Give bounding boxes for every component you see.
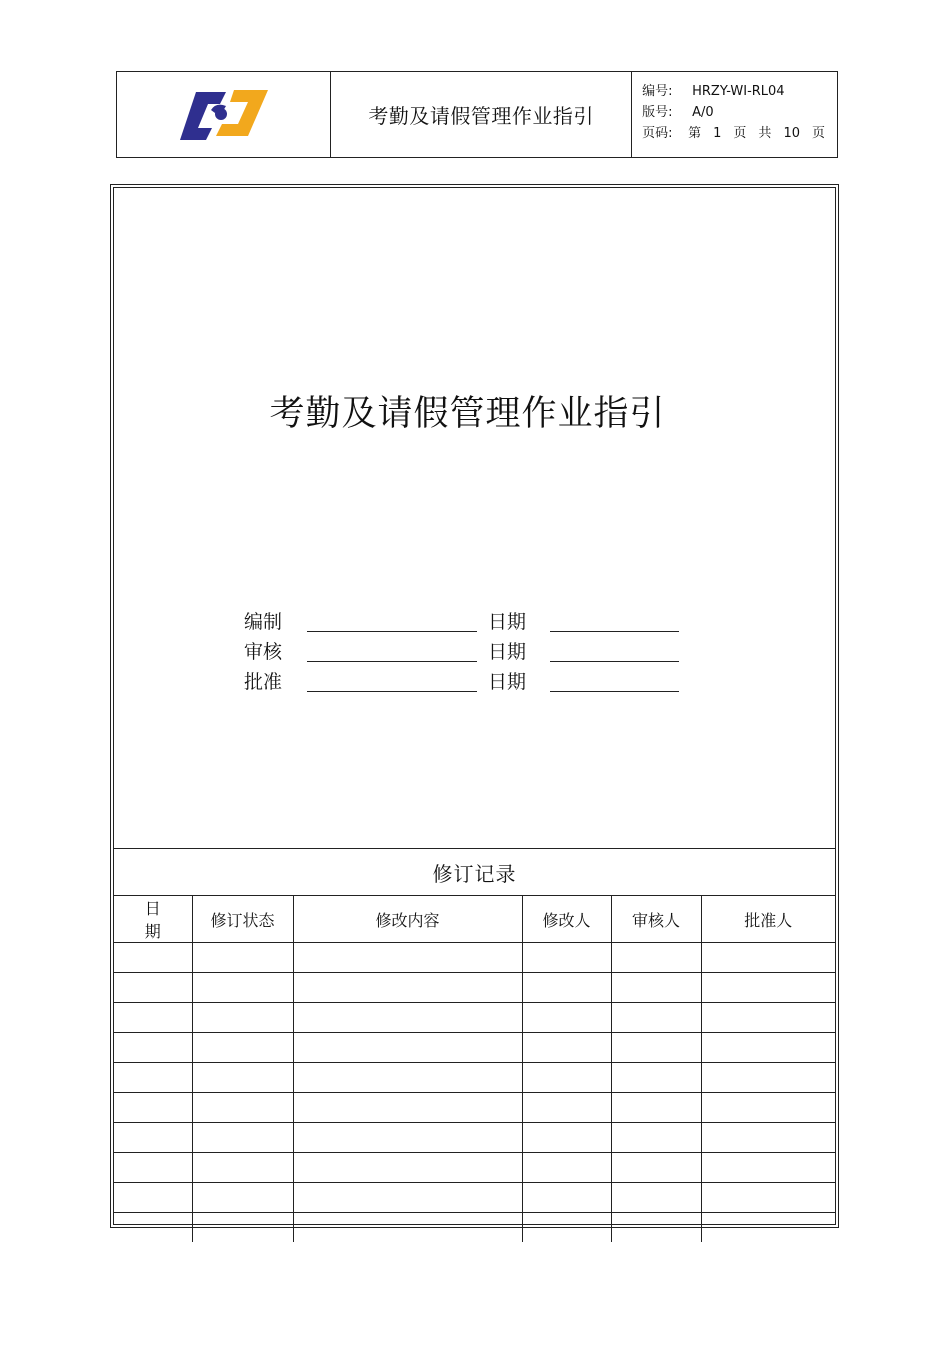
table-cell bbox=[611, 1033, 701, 1063]
table-cell bbox=[192, 1093, 293, 1123]
table-cell bbox=[611, 1153, 701, 1183]
table-cell bbox=[701, 943, 835, 973]
table-row bbox=[114, 943, 835, 973]
version-label: 版号: bbox=[642, 105, 673, 120]
revision-title: 修订记录 bbox=[114, 849, 835, 896]
code-label: 编号: bbox=[642, 84, 673, 99]
table-cell bbox=[293, 1123, 522, 1153]
date-line bbox=[550, 631, 679, 632]
table-cell bbox=[293, 1003, 522, 1033]
table-cell bbox=[293, 1183, 522, 1213]
table-cell bbox=[293, 973, 522, 1003]
header-title: 考勤及请假管理作业指引 bbox=[331, 72, 632, 157]
revision-header-row bbox=[114, 896, 835, 943]
table-cell bbox=[611, 1183, 701, 1213]
sign-row-compile bbox=[244, 604, 694, 634]
table-cell bbox=[192, 943, 293, 973]
table-cell bbox=[114, 1063, 192, 1093]
table-row bbox=[114, 1183, 835, 1213]
table-cell bbox=[701, 1003, 835, 1033]
table-cell bbox=[293, 1213, 522, 1243]
sign-label: 审核 bbox=[244, 641, 283, 663]
table-cell bbox=[522, 1063, 611, 1093]
table-cell bbox=[611, 1003, 701, 1033]
table-cell bbox=[611, 1063, 701, 1093]
table-cell bbox=[114, 1093, 192, 1123]
table-cell bbox=[522, 1213, 611, 1243]
table-row bbox=[114, 1063, 835, 1093]
table-cell bbox=[192, 1123, 293, 1153]
table-cell bbox=[293, 1033, 522, 1063]
revision-body bbox=[114, 943, 835, 1243]
column-header-status: 修订状态 bbox=[192, 896, 293, 943]
table-cell bbox=[701, 1033, 835, 1063]
table-cell bbox=[293, 1153, 522, 1183]
code-value: HRZY-WI-RL04 bbox=[692, 84, 785, 99]
table-cell bbox=[701, 1153, 835, 1183]
table-cell bbox=[611, 973, 701, 1003]
column-header-modifier: 修改人 bbox=[522, 896, 611, 943]
sign-row-review bbox=[244, 634, 694, 664]
date-label: 日期 bbox=[488, 611, 527, 633]
column-header-content: 修改内容 bbox=[293, 896, 522, 943]
cover-inner-frame bbox=[113, 187, 836, 1225]
signature-line bbox=[307, 631, 477, 632]
revision-table bbox=[114, 896, 835, 1242]
page-label: 页码: bbox=[642, 126, 673, 141]
document-code-row bbox=[642, 81, 837, 102]
version-value: A/0 bbox=[692, 105, 714, 120]
page-total: 10 bbox=[783, 126, 800, 141]
table-cell bbox=[701, 1183, 835, 1213]
table-cell bbox=[192, 1033, 293, 1063]
table-cell bbox=[701, 1213, 835, 1243]
table-row bbox=[114, 1093, 835, 1123]
page-prefix: 第 bbox=[688, 126, 702, 141]
table-row bbox=[114, 1003, 835, 1033]
table-cell bbox=[293, 943, 522, 973]
table-row bbox=[114, 1123, 835, 1153]
table-cell bbox=[611, 1093, 701, 1123]
page-row bbox=[642, 123, 837, 144]
document-title: 考勤及请假管理作业指引 bbox=[269, 394, 666, 434]
page-unit: 页 bbox=[733, 126, 747, 141]
table-cell bbox=[522, 1153, 611, 1183]
table-cell bbox=[522, 1003, 611, 1033]
table-cell bbox=[114, 1033, 192, 1063]
sign-label: 编制 bbox=[244, 611, 283, 633]
table-cell bbox=[114, 943, 192, 973]
table-cell bbox=[293, 1063, 522, 1093]
company-logo-icon bbox=[176, 84, 272, 146]
signature-line bbox=[307, 661, 477, 662]
version-row bbox=[642, 102, 837, 123]
table-cell bbox=[701, 1123, 835, 1153]
page-total-prefix: 共 bbox=[758, 126, 772, 141]
table-cell bbox=[192, 973, 293, 1003]
table-cell bbox=[114, 1123, 192, 1153]
table-cell bbox=[114, 1003, 192, 1033]
table-cell bbox=[192, 1213, 293, 1243]
table-cell bbox=[522, 973, 611, 1003]
sign-label: 批准 bbox=[244, 671, 283, 693]
date-line bbox=[550, 691, 679, 692]
column-header-date: 日期 bbox=[114, 896, 192, 943]
page-total-unit: 页 bbox=[811, 126, 825, 141]
table-cell bbox=[522, 1093, 611, 1123]
signature-line bbox=[307, 691, 477, 692]
table-cell bbox=[192, 1003, 293, 1033]
table-cell bbox=[522, 1183, 611, 1213]
table-row bbox=[114, 1153, 835, 1183]
date-line bbox=[550, 661, 679, 662]
table-cell bbox=[701, 973, 835, 1003]
table-cell bbox=[293, 1093, 522, 1123]
document-info bbox=[632, 72, 837, 157]
document-header bbox=[116, 71, 838, 158]
page-current: 1 bbox=[713, 126, 722, 141]
signature-block bbox=[244, 604, 694, 694]
table-cell bbox=[522, 1033, 611, 1063]
table-cell bbox=[192, 1063, 293, 1093]
sign-row-approve bbox=[244, 664, 694, 694]
table-cell bbox=[192, 1183, 293, 1213]
table-cell bbox=[114, 1153, 192, 1183]
table-cell bbox=[611, 943, 701, 973]
table-cell bbox=[522, 943, 611, 973]
table-row bbox=[114, 1033, 835, 1063]
column-header-reviewer: 审核人 bbox=[611, 896, 701, 943]
logo-cell bbox=[117, 72, 331, 157]
date-label: 日期 bbox=[488, 671, 527, 693]
revision-record bbox=[114, 848, 835, 1224]
table-cell bbox=[611, 1213, 701, 1243]
table-cell bbox=[611, 1123, 701, 1153]
date-label: 日期 bbox=[488, 641, 527, 663]
table-cell bbox=[114, 973, 192, 1003]
table-row bbox=[114, 1213, 835, 1243]
table-cell bbox=[701, 1063, 835, 1093]
table-cell bbox=[522, 1123, 611, 1153]
table-cell bbox=[114, 1183, 192, 1213]
table-cell bbox=[114, 1213, 192, 1243]
table-cell bbox=[192, 1153, 293, 1183]
table-cell bbox=[701, 1093, 835, 1123]
table-row bbox=[114, 973, 835, 1003]
column-header-approver: 批准人 bbox=[701, 896, 835, 943]
cover-frame bbox=[110, 184, 839, 1228]
